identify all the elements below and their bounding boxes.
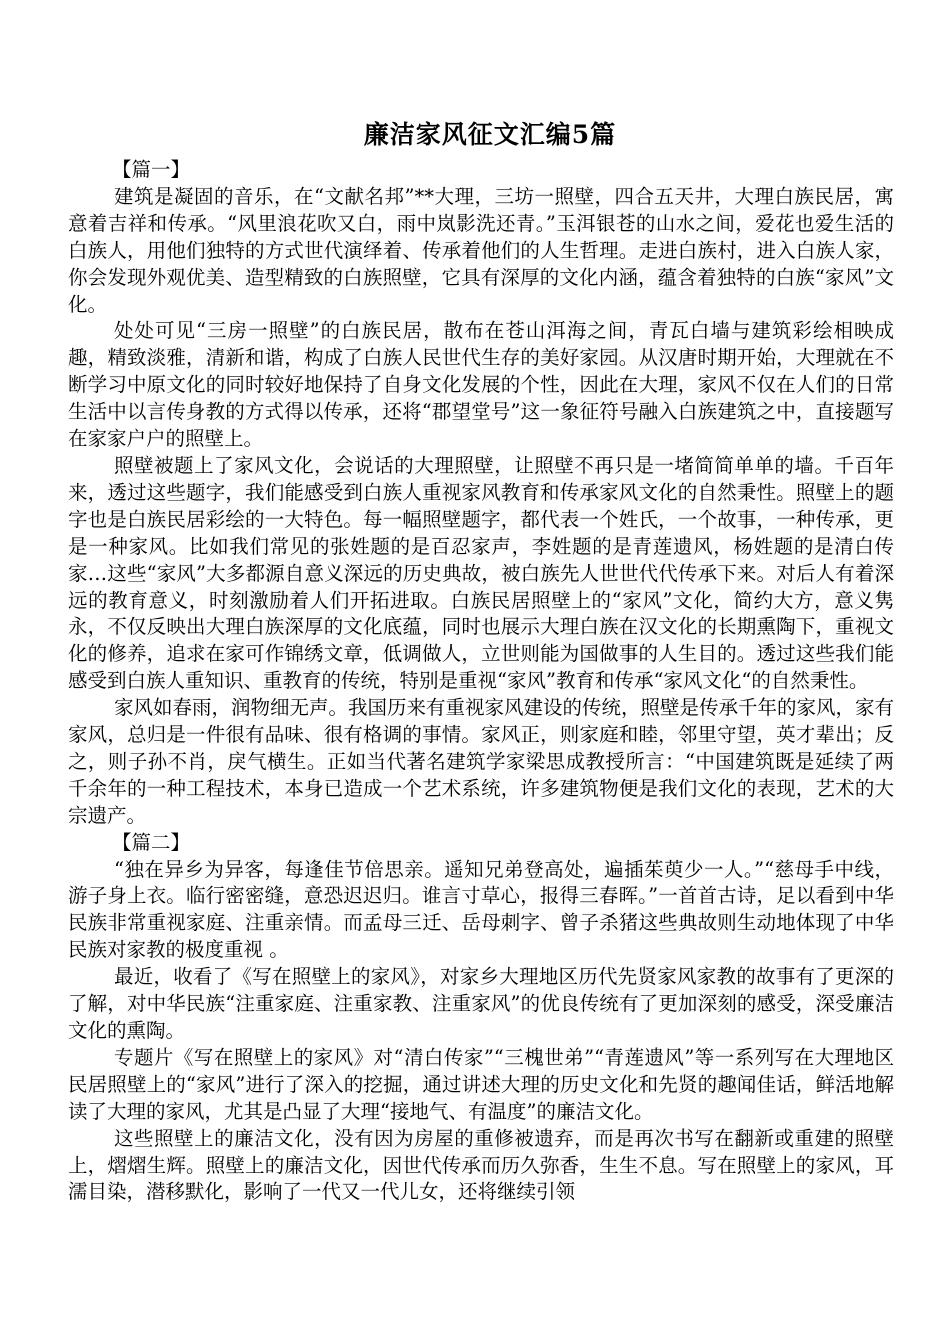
paragraph: 家风如春雨，润物细无声。我国历来有重视家风建设的传统，照壁是传承千年的家风，家有家风，总归是一件很有品味、很有格调的事情。家风正，则家庭和睦，邻里守望，英才辈出；反之，则子孙不肖，戾气横生。正如当代著名建筑学家梁思成教授所言：“中国建筑既是延续了两千余年的一种工程技术，本身已造成一个艺术系统，许多建筑物便是我们文化的表现，艺术的大宗遗产。: [68, 696, 895, 827]
paragraph: 最近，收看了《写在照壁上的家风》，对家乡大理地区历代先贤家风家教的故事有了更深的了解，对中华民族“注重家庭、注重家教、注重家风”的优良传统有了更加深刻的感受，深受廉洁文化的熏陶。: [68, 965, 894, 1042]
paragraph: 处处可见“三房一照壁”的白族民居，散布在苍山洱海之间，青瓦白墙与建筑彩绘相映成趣，精致淡雅，清新和谐，构成了白族人民世代生存的美好家园。从汉唐时期开始，大理就在不断学习中原文化的同时较好地保持了自身文化发展的个性，因此在大理，家风不仅在人们的日常生活中以言传身教的方式得以传承，还将“郡望堂号”这一象征符号融入白族建筑之中，直接题写在家家户户的照壁上。: [68, 319, 894, 451]
document-body: [68, 157, 894, 1206]
document-title: 廉洁家风征文汇编5篇: [363, 119, 617, 149]
paragraph: 这些照壁上的廉洁文化，没有因为房屋的重修被遗弃，而是再次书写在翻新或重建的照壁上，熠熠生辉。照壁上的廉洁文化，因世代传承而历久弥香，生生不息。写在照壁上的家风，耳濡目染，潜移默化，影响了一代又一代儿女，还将继续引领: [68, 1126, 894, 1204]
paragraph: 照壁被题上了家风文化，会说话的大理照壁，让照壁不再只是一堵简简单单的墙。千百年来，透过这些题字，我们能感受到白族人重视家风教育和传承家风文化的自然秉性。照壁上的题字也是白族民居彩绘的一大特色。每一幅照壁题字，都代表一个姓氏，一个故事，一种传承，更是一种家风。比如我们常见的张姓题的是百忍家声，李姓题的是青莲遗风，杨姓题的是清白传家…这些“家风”大多都源自意义深远的历史典故，被白族先人世世代代传承下来。对后人有着深远的教育意义，时刻激励着人们开拓进取。白族民居照壁上的“家风”文化，简约大方，意义隽永，不仅反映出大理白族深厚的文化底蕴，同时也展示大理白族在汉文化的长期熏陶下，重视文化的修养，追求在家可作锦绣文章，低调做人，立世则能为国做事的人生目的。透过这些我们能感受到白族人重知识、重教育的传统，特别是重视“家风”教育和传承“家风文化“的自然秉性。: [68, 453, 894, 693]
paragraph: “独在异乡为异客，每逢佳节倍思亲。遥知兄弟登高处，遍插茱萸少一人。”“慈母手中线，游子身上衣。临行密密缝，意恐迟迟归。谁言寸草心，报得三春晖。”一首首古诗，足以看到中华民族非常重视家庭、注重亲情。而孟母三迁、岳母刺字、曾子杀猪这些典故则生动地体现了中华民族对家教的极度重视 。: [68, 857, 894, 962]
paragraph: 专题片《写在照壁上的家风》对“清白传家”“三槐世弟”“青莲遗风”等一系列写在大理地区民居照壁上的“家风”进行了深入的挖掘，通过讲述大理的历史文化和先贤的趣闻佳话，鲜活地解读了大理的家风，尤其是凸显了大理“接地气、有温度”的廉洁文化。: [68, 1045, 894, 1123]
section-heading-1: 【篇一】: [112, 158, 191, 181]
paragraph: 建筑是凝固的音乐，在“文献名邦”**大理，三坊一照壁，四合五天井，大理白族民居，寓意着吉祥和传承。“风里浪花吹又白，雨中岚影洗还青。”玉洱银苍的山水之间，爱花也爱生活的白族人，用他们独特的方式世代演绎着、传承着他们的人生哲理。走进白族村，进入白族人家，你会发现外观优美、造型精致的白族照壁，它具有深厚的文化内涵，蕴含着独特的白族“家风”文化。: [68, 184, 894, 316]
section-heading-2: 【篇二】: [112, 830, 191, 854]
